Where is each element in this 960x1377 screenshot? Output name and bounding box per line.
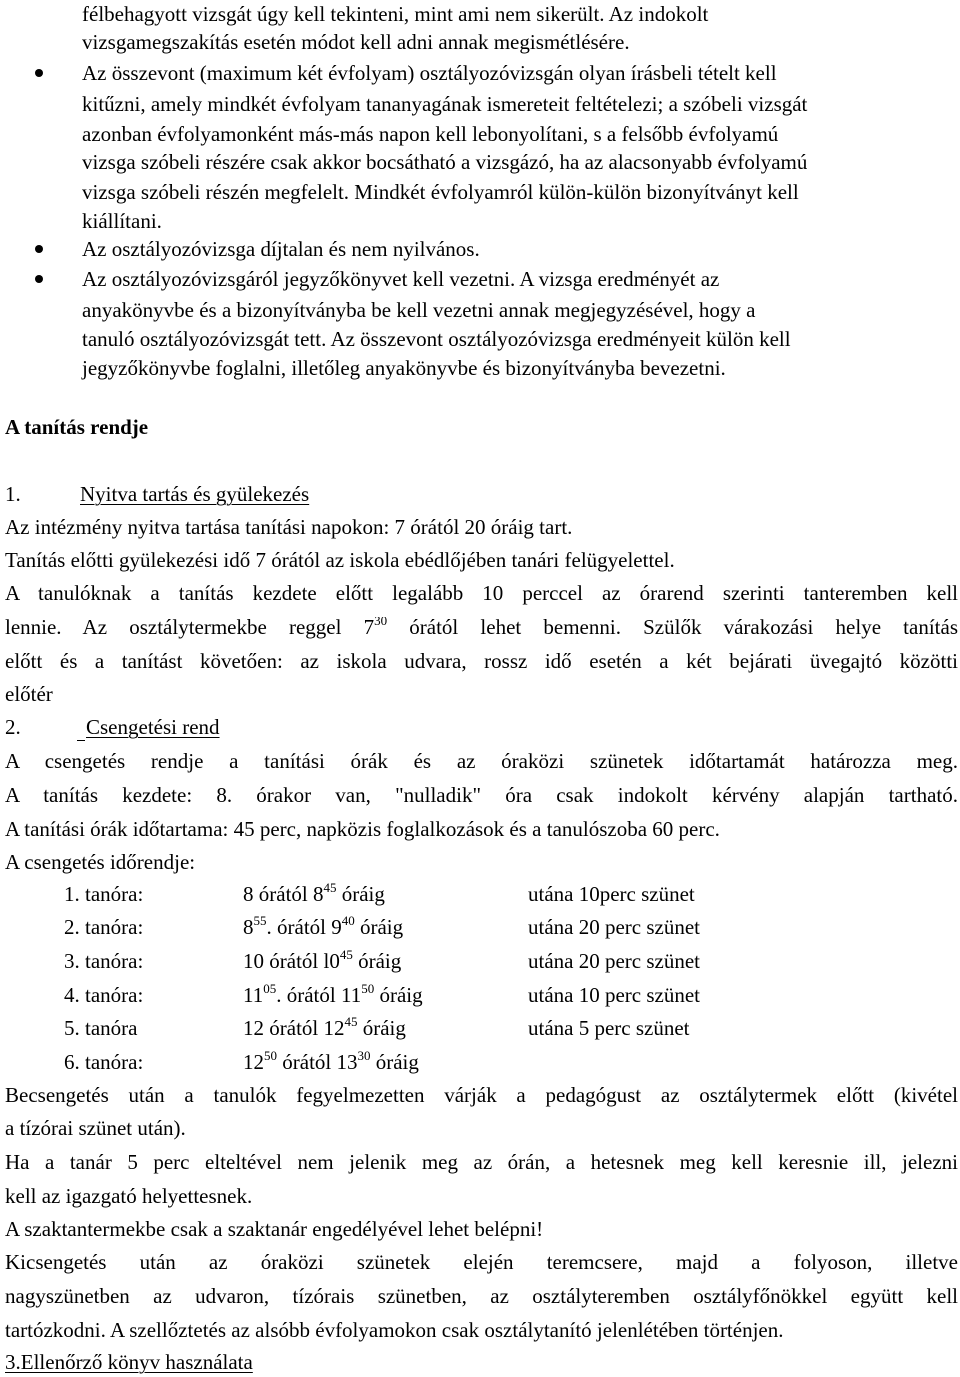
paragraph: A tanítás kezdete: 8. órakor van, "nulladik" óra csak indokolt kérvény alapján tartható.	[5, 785, 958, 807]
paragraph: Becsengetés után a tanulók fegyelmezetten várják a pedagógust az osztálytermek előtt (kivétel	[5, 1085, 958, 1107]
schedule-label: 5. tanóra	[64, 1016, 138, 1040]
paragraph: Kicsengetés után az óraközi szünetek elején teremcsere, majd a folyoson, illetve	[5, 1252, 958, 1274]
section-number: 2.	[5, 715, 21, 739]
schedule-time	[243, 880, 385, 906]
schedule-time	[243, 1048, 419, 1074]
superscript: 45	[339, 947, 353, 962]
schedule-time-part: óráig	[370, 1050, 419, 1074]
schedule-time-part: óráig	[354, 915, 404, 939]
superscript: 45	[344, 1014, 358, 1029]
schedule-time	[243, 947, 402, 973]
paragraph: előtér	[5, 682, 53, 706]
schedule-time-part: 8	[243, 882, 254, 906]
schedule-label: 1. tanóra:	[64, 882, 144, 906]
schedule-label: 6. tanóra:	[64, 1050, 144, 1074]
underline-gap	[77, 740, 85, 741]
paragraph: tartózkodni. A szellőztetés az alsóbb évfolyamokon csak osztálytanító jelenlétében történjen.	[5, 1318, 784, 1342]
superscript: 45	[323, 880, 337, 895]
schedule-label: 4. tanóra:	[64, 983, 144, 1007]
paragraph-part: órától lehet bemenni. Szülők várakozási helye tanítás	[387, 617, 958, 639]
schedule-time-part: óráig	[336, 882, 385, 906]
schedule-time-part: órától l0	[264, 949, 340, 973]
schedule-time-part: 12	[243, 1016, 264, 1040]
paragraph: előtt és a tanítást követően: az iskola udvara, rossz idő esetén a két bejárati üvegajtó közötti	[5, 651, 958, 673]
bullet-text: kitűzni, amely mindkét évfolyam tananyagának ismereteit feltételezi; a szóbeli vizsgát	[82, 92, 808, 116]
intro-line: félbehagyott vizsgát úgy kell tekinteni, mint ami nem sikerült. Az indokolt	[82, 2, 709, 26]
bullet-text: anyakönyvbe és a bizonyítványba be kell vezetni annak megjegyzésével, hogy a	[82, 298, 756, 322]
bullet-text: azonban évfolyamonként más-más napon kell lebonyolítani, s a felsőbb évfolyamú	[82, 122, 779, 146]
bullet-text: Az összevont (maximum két évfolyam) osztályozóvizsgán olyan írásbeli tételt kell	[82, 61, 777, 85]
paragraph: nagyszünetben az udvaron, tízórais szünetben, az osztályteremben osztályfőnökkel együtt kell	[5, 1286, 958, 1308]
bullet-text: Az osztályozóvizsga díjtalan és nem nyilvános.	[82, 237, 480, 261]
schedule-time	[243, 913, 404, 939]
schedule-note: utána 20 perc szünet	[528, 915, 701, 939]
schedule-time	[243, 1014, 406, 1040]
section-title: Nyitva tartás és gyülekezés	[80, 482, 310, 506]
intro-line: vizsgamegszakítás esetén módot kell adni annak megismétlésére.	[82, 30, 630, 54]
schedule-note: utána 5 perc szünet	[528, 1016, 690, 1040]
schedule-time-part: 12	[243, 1050, 264, 1074]
superscript: 30	[357, 1048, 371, 1063]
paragraph: A csengetés rendje a tanítási órák és az óraközi szünetek időtartamát határozza meg.	[5, 751, 958, 773]
schedule-time	[243, 981, 423, 1007]
paragraph: A szaktantermekbe csak a szaktanár engedélyével lehet belépni!	[5, 1217, 544, 1241]
section-heading: A tanítás rendje	[5, 415, 149, 439]
superscript: 55	[253, 913, 267, 928]
schedule-time-part: óráig	[374, 983, 423, 1007]
schedule-note: utána 20 perc szünet	[528, 949, 701, 973]
paragraph: A tanítási órák időtartama: 45 perc, napközis foglalkozások és a tanulószoba 60 perc.	[5, 817, 720, 841]
superscript: 50	[264, 1048, 277, 1063]
bullet-text: vizsga szóbeli részén megfelelt. Mindkét évfolyamról külön-külön bizonyítványt kell	[82, 180, 799, 204]
paragraph: Ha a tanár 5 perc elteltével nem jelenik meg az órán, a hetesnek meg kell keresnie ill, jelezni	[5, 1152, 958, 1174]
schedule-note: utána 10perc szünet	[528, 882, 695, 906]
superscript: 05	[263, 981, 277, 996]
bullet-dot	[35, 69, 43, 77]
schedule-label: 2. tanóra:	[64, 915, 144, 939]
bullet-dot	[35, 245, 43, 253]
section-number: 1.	[5, 482, 21, 506]
bullet-text: tanuló osztályozóvizsgát tett. Az összevont osztályozóvizsga eredményeit külön kell	[82, 327, 791, 351]
bullet-text: kiállítani.	[82, 209, 162, 233]
schedule-time-part: óráig	[357, 1016, 406, 1040]
bullet-text: jegyzőkönyvbe foglalni, illetőleg anyakönyvbe és bizonyítványba bevezetni.	[82, 356, 726, 380]
bullet-text: Az osztályozóvizsgáról jegyzőkönyvet kell vezetni. A vizsga eredményét az	[82, 267, 720, 291]
section-title: 3.Ellenőrző könyv használata	[5, 1350, 253, 1374]
schedule-time-part: órától 13	[277, 1050, 358, 1074]
schedule-time-part: . órától 9	[266, 915, 342, 939]
paragraph-part: lennie. Az osztálytermekbe reggel 7	[5, 617, 375, 639]
superscript: 30	[374, 617, 388, 628]
paragraph: A csengetés időrendje:	[5, 850, 196, 874]
bullet-text: vizsga szóbeli részére csak akkor bocsátható a vizsgázó, ha az alacsonyabb évfolyamú	[82, 150, 808, 174]
paragraph: kell az igazgató helyettesnek.	[5, 1184, 253, 1208]
schedule-note: utána 10 perc szünet	[528, 983, 701, 1007]
paragraph	[5, 617, 958, 641]
schedule-time-part: órától 8	[253, 882, 324, 906]
schedule-time-part: 11	[243, 983, 264, 1007]
superscript: 50	[361, 981, 375, 996]
paragraph: A tanulóknak a tanítás kezdete előtt legalább 10 perccel az órarend szerinti tanteremben kell	[5, 583, 958, 605]
schedule-time-part: . órától 11	[276, 983, 362, 1007]
superscript: 40	[341, 913, 355, 928]
schedule-time-part: 8	[243, 915, 254, 939]
schedule-time-part: 10	[243, 949, 264, 973]
schedule-label: 3. tanóra:	[64, 949, 144, 973]
schedule-time-part: óráig	[352, 949, 402, 973]
bullet-dot	[35, 275, 43, 283]
schedule-time-part: órától 12	[264, 1016, 345, 1040]
paragraph: Az intézmény nyitva tartása tanítási napokon: 7 órától 20 óráig tart.	[5, 515, 573, 539]
paragraph: Tanítás előtti gyülekezési idő 7 órától az iskola ebédlőjében tanári felügyelettel.	[5, 548, 675, 572]
paragraph: a tízórai szünet után).	[5, 1116, 186, 1140]
section-title: Csengetési rend	[86, 715, 220, 739]
